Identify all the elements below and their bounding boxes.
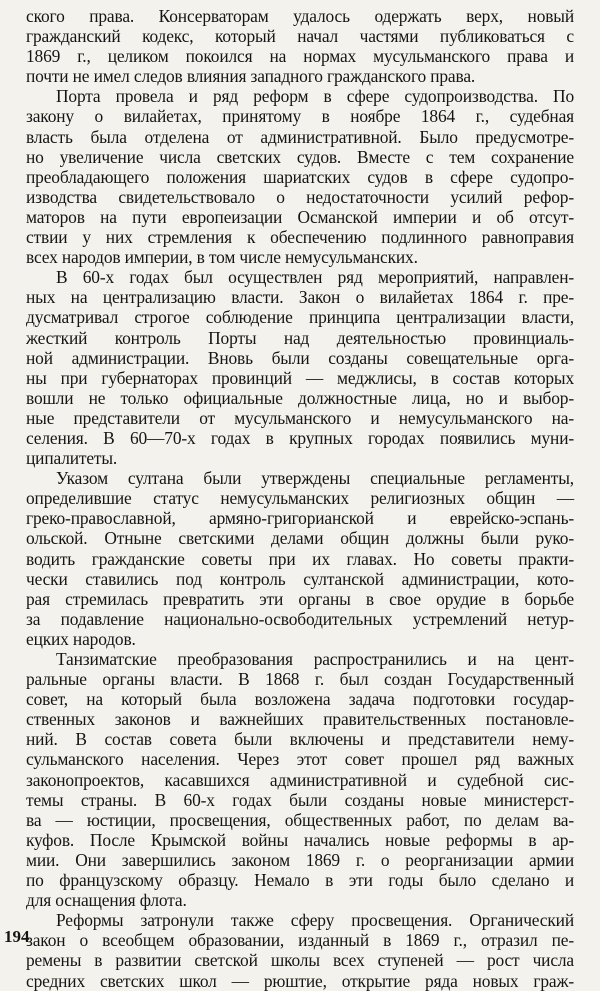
text-line: определившие статус немусульманских религиозных общин —: [26, 488, 574, 509]
text-line: ной администрации. Вновь были созданы совещательные орга-: [26, 347, 574, 368]
text-line: закону о вилайетах, принятому в ноябре 1864 г., судебная: [26, 106, 574, 127]
text-line: сульманского населения. Через этот совет прошел ряд важных: [26, 749, 574, 770]
text-line: ольской. Отныне светскими делами общин должны были руко-: [26, 528, 574, 549]
paragraph: [26, 910, 574, 990]
text-line: мии. Они завершились законом 1869 г. о реорганизации армии: [26, 849, 574, 870]
text-line: закон о всеобщем образовании, изданный в 1869 г., отразил пе-: [26, 930, 574, 951]
text-line: средних светских школ — рюштие, открытие ряда новых граж-: [26, 970, 574, 991]
paragraph: [26, 86, 574, 267]
text-line: маторов на пути европеизации Османской империи и об отсут-: [26, 206, 574, 227]
text-line: за подавление национально-освободительных устремлений нетур-: [26, 608, 574, 629]
text-line: вошли не только официальные должностные лица, но и выбор-: [26, 387, 574, 408]
text-line: законопроектов, касавшихся административной и судебной сис-: [26, 769, 574, 790]
text-line: совет, на который была возложена задача подготовки государ-: [26, 689, 574, 710]
text-line: ского права. Консерваторам удалось одержать верх, новый: [26, 6, 574, 26]
text-line: темы страны. В 60-х годах были созданы новые министерст-: [26, 789, 574, 810]
text-line: ва — юстиции, просвещения, общественных работ, по делам ва-: [26, 809, 574, 830]
text-line: ные представители от мусульманского и немусульманского на-: [26, 407, 574, 428]
text-line: но увеличение числа светских судов. Вместе с тем сохранение: [26, 146, 574, 167]
text-line: ремены в развитии светской школы всех ступеней — рост числа: [26, 950, 574, 971]
text-line: Указом султана были утверждены специальные регламенты,: [56, 468, 574, 489]
text-line: ральные органы власти. В 1868 г. был создан Государственный: [26, 669, 574, 690]
paragraph: [26, 649, 574, 910]
text-line: греко-православной, армяно-григорианской и еврейско-эспань-: [26, 508, 574, 529]
text-line: рая стремилась превратить эти органы в свое орудие в борьбе: [26, 588, 574, 609]
paragraph: [26, 267, 574, 468]
text-line: преобладающего положения шариатских судов в сфере судопро-: [26, 166, 574, 187]
text-line: всех народов империи, в том числе немусульманских.: [26, 247, 418, 268]
text-line: для оснащения флота.: [26, 890, 187, 911]
text-line: ний. В состав совета были включены и представители нему-: [26, 729, 574, 750]
text-line: чески ставились под контроль султанской администрации, кото-: [26, 568, 574, 589]
text-line: ствии у них стремления к обеспечению подлинного равноправия: [26, 227, 574, 248]
text-line: изводства свидетельствовало о недостаточности усилий рефор-: [26, 186, 574, 207]
text-line: по французскому образцу. Немало в эти годы было сделано и: [26, 870, 574, 891]
page-number: 194: [4, 927, 30, 946]
text-line: водить гражданские советы при их главах. Но советы практи-: [26, 548, 574, 569]
text-line: 1869 г., целиком покоился на нормах мусульманского права и: [26, 46, 574, 67]
text-line: ственных законов и важнейших правительственных постановле-: [26, 709, 574, 730]
text-line: В 60-х годах был осуществлен ряд мероприятий, направлен-: [56, 267, 574, 288]
text-line: жесткий контроль Порты над деятельностью провинциаль-: [26, 327, 574, 348]
text-line: гражданский кодекс, который начал частями публиковаться с: [26, 26, 574, 47]
paragraph: [26, 6, 574, 86]
text-line: ных на централизацию власти. Закон о вилайетах 1864 г. пре-: [26, 287, 574, 308]
text-line: куфов. После Крымской войны начались новые реформы в ар-: [26, 829, 574, 850]
text-line: Танзиматские преобразования распространились и на цент-: [56, 649, 574, 669]
text-line: власть была отделена от административной. Было предусмотре-: [26, 126, 574, 147]
text-line: Реформы затронули также сферу просвещения. Органический: [56, 910, 574, 931]
text-line: почти не имел следов влияния западного гражданского права.: [26, 66, 476, 87]
text-line: ецких народов.: [26, 628, 136, 649]
text-line: селения. В 60—70-х годах в крупных городах появились муни-: [26, 427, 574, 448]
page-text: [26, 6, 574, 991]
text-line: ципалитеты.: [26, 448, 118, 469]
text-line: ны при губернаторах провинций — меджлисы, в состав которых: [26, 367, 574, 388]
text-line: дусматривал строгое соблюдение принципа централизации власти,: [26, 307, 574, 328]
paragraph: [26, 468, 574, 649]
text-line: Порта провела и ряд реформ в сфере судопроизводства. По: [56, 86, 574, 107]
